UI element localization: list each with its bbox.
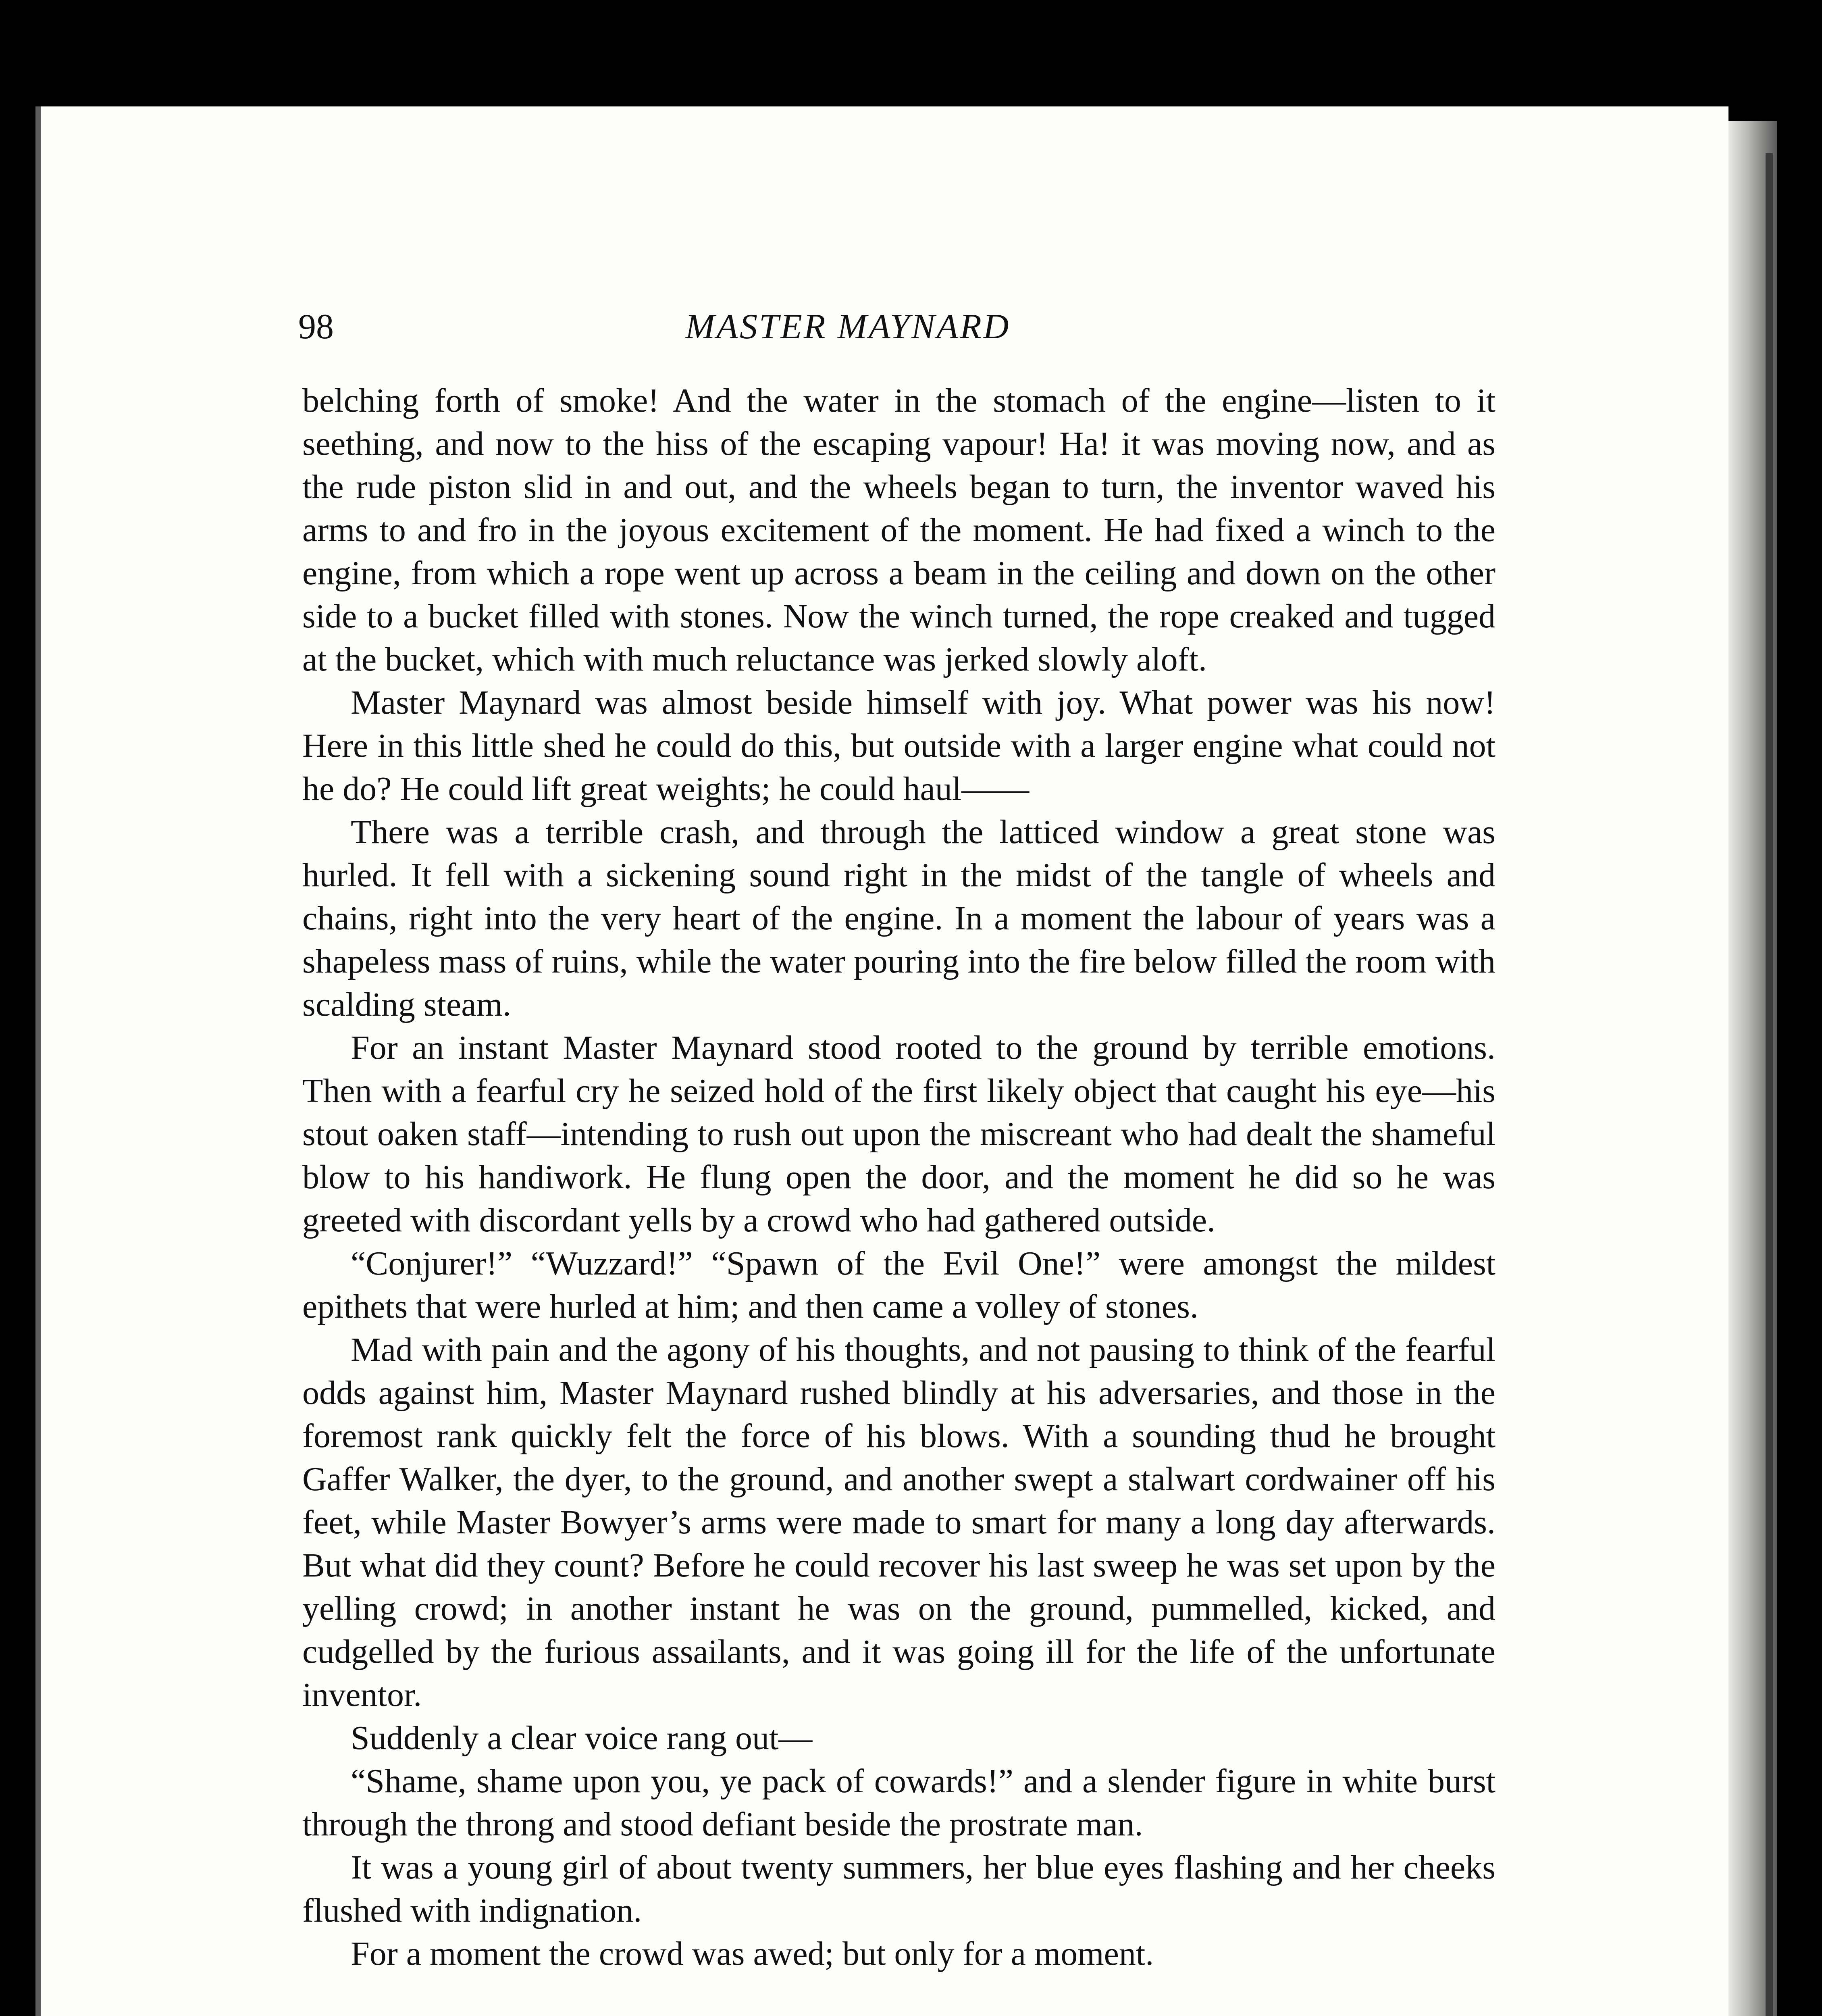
paragraph: It was a young girl of about twenty summers, her blue eyes flashing and her cheeks flushed with indignation. <box>302 1849 1495 1929</box>
paragraph: belching forth of smoke! And the water in the stomach of the engine—listen to it seething, and now to the hiss of the escaping vapour! Ha! it was moving now, and as the rude piston slid in and out, and the wheels began to turn, the inventor waved his arms to and fro in the joyous excitement of the moment. He had fixed a winch to the engine, from which a rope went up across a beam in the ceiling and down on the other side to a bucket filled with stones. Now the winch turned, the rope creaked and tugged at the bucket, which with much reluctance was jerked slowly aloft. <box>302 382 1495 678</box>
page-number: 98 <box>298 307 334 346</box>
running-title: MASTER MAYNARD <box>685 307 1011 346</box>
page-left-edge <box>35 106 41 2016</box>
paragraph: Suddenly a clear voice rang out— <box>351 1719 813 1757</box>
paragraph: “Shame, shame upon you, ye pack of cowards!” and a slender figure in white burst through the throng and stood defiant beside the prostrate man. <box>302 1762 1495 1843</box>
paragraph: “Conjurer!” “Wuzzard!” “Spawn of the Evil One!” were amongst the mildest epithets that were hurled at him; and then came a volley of stones. <box>302 1245 1495 1325</box>
page-spine-shadow <box>1766 153 1773 2016</box>
paragraph: Mad with pain and the agony of his thoughts, and not pausing to think of the fearful odds against him, Master Maynard rushed blindly at his adversaries, and those in the foremost rank quickly felt the force of his blows. With a sounding thud he brought Gaffer Walker, the dyer, to the ground, and another swept a stalwart cordwainer off his feet, while Master Bowyer’s arms were made to smart for many a long day afterwards. But what did they count? Before he could recover his last sweep he was set upon by the yelling crowd; in another instant he was on the ground, pummelled, kicked, and cudgelled by the furious assailants, and it was going ill for the life of the unfortunate inventor. <box>302 1331 1495 1714</box>
paragraph: For an instant Master Maynard stood rooted to the ground by terrible emotions. Then with a fearful cry he seized hold of the first likely object that caught his eye—his stout oaken staff—intending to rush out upon the miscreant who had dealt the shameful blow to his handiwork. He flung open the door, and the moment he did so he was greeted with discordant yells by a crowd who had gathered outside. <box>302 1029 1495 1239</box>
paragraph: Master Maynard was almost beside himself with joy. What power was his now! Here in this little shed he could do this, but outside with a larger engine what could not he do? He could lift great weights; he could haul—— <box>302 684 1495 808</box>
body-text <box>302 379 1495 1975</box>
page-header <box>298 306 1508 351</box>
paragraph: For a moment the crowd was awed; but only for a moment. <box>351 1935 1154 1972</box>
paragraph: There was a terrible crash, and through the latticed window a great stone was hurled. It fell with a sickening sound right in the midst of the tangle of wheels and chains, right into the very heart of the engine. In a moment the labour of years was a shapeless mass of ruins, while the water pouring into the fire below filled the room with scalding steam. <box>302 813 1495 1023</box>
